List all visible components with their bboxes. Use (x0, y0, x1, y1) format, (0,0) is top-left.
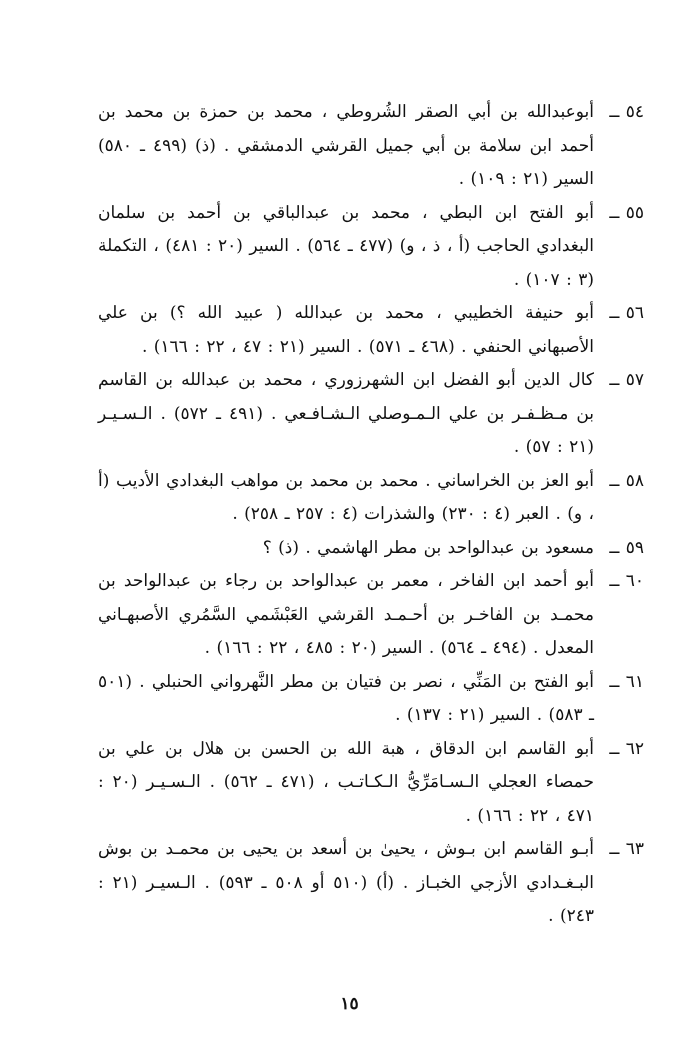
entry-text: أبو الفتح ابن البطي ، محمد بن عبدالباقي بن أحمد بن سلمان البغدادي الحاجب (أ ، ذ ، و) (٤٧٧ ـ ٥٦٤) . السير (٢٠ : ٤٨١) ، التكملة (٣ : ١٠٧) . (98, 202, 594, 290)
entry-58 (98, 465, 644, 532)
entry-56 (98, 297, 644, 364)
entry-60 (98, 565, 644, 666)
entry-62 (98, 733, 644, 834)
entry-text: كال الدين أبو الفضل ابن الشهرزوري ، محمد بن عبدالله بن القاسم بن مـظـفـر بن علي الـمـوصلي الـشـافـعي . (٤٩١ ـ ٥٧٢) . الـسـيـر (٢١ : ٥٧) . (98, 370, 594, 457)
entry-number: ٥٤ ــ (609, 102, 644, 122)
entry-55 (98, 197, 644, 298)
entry-number: ٦٠ ــ (609, 571, 644, 591)
entry-text: أبوعبدالله بن أبي الصقر الشُروطي ، محمد بن حمزة بن محمد بن أحمد ابن سلامة بن أبي جميل القرشي الدمشقي . (ذ) (٤٩٩ ـ ٥٨٠) السير (٢١ : ١٠٩) . (98, 102, 594, 189)
entry-number: ٥٦ ــ (609, 303, 644, 323)
entry-number: ٥٨ ــ (609, 470, 644, 491)
entry-text: أبو الفتح بن المَنِّي ، نصر بن فتيان بن مطر النَّهرواني الحنبلي . (٥٠١ ـ ٥٨٣) . السير (٢١ : ١٣٧) . (98, 671, 594, 725)
entry-63 (98, 833, 644, 934)
entries-list (98, 96, 644, 934)
entry-number: ٦١ ــ (609, 671, 644, 692)
entry-number: ٦٢ ــ (609, 738, 644, 759)
entry-number: ٥٥ ــ (609, 202, 644, 223)
entry-number: ٥٧ ــ (609, 370, 644, 390)
entry-text: مسعود بن عبدالواحد بن مطر الهاشمي . (ذ) ؟ (262, 537, 594, 558)
entry-text: أبـو القاسم ابن بـوش ، يحيىٰ بن أسعد بن يحيى بن محمـد بن بوش البـغـدادي الأزجي الخبـاز . (أ) (٥١٠ أو ٥٠٨ ـ ٥٩٣) . الـسيـر (٢١ : ٢٤٣) . (98, 839, 594, 926)
page-number: ١٥ (340, 994, 359, 1014)
entry-number: ٥٩ ــ (609, 537, 644, 558)
entry-54 (98, 96, 644, 197)
entry-57 (98, 364, 644, 465)
entry-text: أبو القاسم ابن الدقاق ، هبة الله بن الحسن بن هلال بن علي بن حمصاء العجلي الـسـامَرِّيُّ الـكـاتـب ، (٤٧١ ـ ٥٦٢) . الـسـيـر (٢٠ : ٤٧١ ، ٢٢ : ١٦٦) . (98, 738, 594, 826)
entry-61 (98, 666, 644, 733)
entry-text: أبو حنيفة الخطيبي ، محمد بن عبدالله ( عبيد الله ؟) بن علي الأصبهاني الحنفي . (٤٦٨ ـ ٥٧١) . السير (٢١ : ٤٧ ، ٢٢ : ١٦٦) . (98, 303, 594, 357)
entry-text: أبو العز بن الخراساني . محمد بن محمد بن مواهب البغدادي الأديب (أ ، و) . العبر (٤ : ٢٣٠) والشذرات (٤ : ٢٥٧ ـ ٢٥٨) . (98, 470, 594, 524)
entry-59 (98, 532, 644, 566)
entry-number: ٦٣ ــ (609, 839, 644, 859)
entry-text: أبو أحمد ابن الفاخر ، معمر بن عبدالواحد بن رجاء بن عبدالواحد بن محمـد بن الفاخـر بن أحـمـد القرشي العَبْشَمي السَّمُري الأصبهـاني المعدل . (٤٩٤ ـ ٥٦٤) . السير (٢٠ : ٤٨٥ ، ٢٢ : ١٦٦) . (98, 571, 594, 658)
